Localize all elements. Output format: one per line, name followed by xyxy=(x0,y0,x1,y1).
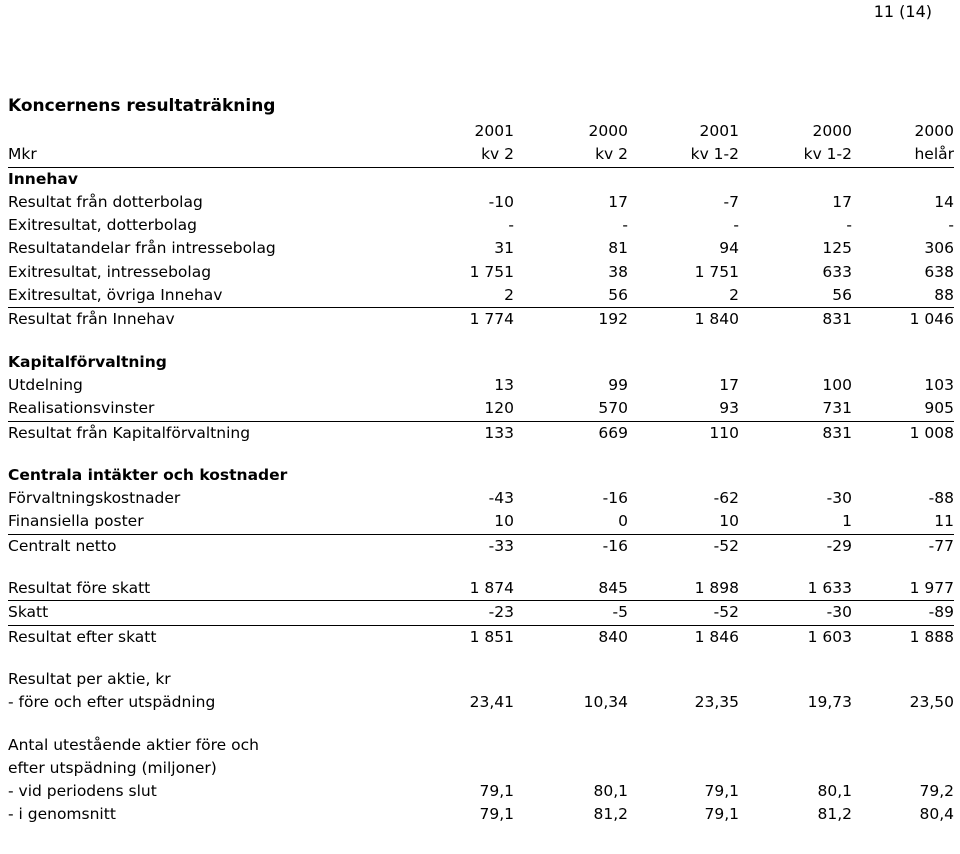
cell-value: 103 xyxy=(924,375,954,394)
cell-value: -52 xyxy=(713,603,739,622)
header-years-row xyxy=(8,120,954,143)
header-year: 2001 xyxy=(474,122,514,140)
cell-value: -16 xyxy=(602,536,628,555)
cell-value: 80,4 xyxy=(919,805,954,824)
cell-value: -16 xyxy=(602,489,628,508)
cell-value: 570 xyxy=(598,399,628,418)
antal-heading-1 xyxy=(8,734,954,757)
table-row xyxy=(8,214,954,237)
cell-value: 93 xyxy=(719,399,739,418)
row-label: Förvaltningskostnader xyxy=(8,489,181,508)
cell-value: 1 898 xyxy=(694,579,739,598)
cell-value: 23,50 xyxy=(909,693,954,712)
row-label: Centralt netto xyxy=(8,536,117,555)
cell-value: 88 xyxy=(934,286,954,305)
cell-value: 125 xyxy=(822,239,852,258)
row-label: - före och efter utspädning xyxy=(8,693,216,712)
innehav-rows xyxy=(8,191,954,308)
report-title: Koncernens resultaträkning xyxy=(8,96,276,116)
row-label: Finansiella poster xyxy=(8,512,144,531)
cell-value: 1 751 xyxy=(694,262,739,281)
cell-value: 1 774 xyxy=(469,310,514,329)
table-row xyxy=(8,780,954,803)
cell-value: -89 xyxy=(928,603,954,622)
header-period: kv 2 xyxy=(481,145,514,164)
section-heading: Resultat per aktie, kr xyxy=(8,669,171,688)
header-year: 2000 xyxy=(914,122,954,140)
cell-value: 81,2 xyxy=(817,805,852,824)
kapital-rows xyxy=(8,374,954,422)
cell-value: 133 xyxy=(484,423,514,442)
cell-value: 1 888 xyxy=(909,627,954,646)
row-label: Resultat från dotterbolag xyxy=(8,192,203,211)
cell-value: 13 xyxy=(494,375,514,394)
cell-value: 1 008 xyxy=(909,423,954,442)
row-label: Exitresultat, intressebolag xyxy=(8,262,212,281)
cell-value: - xyxy=(733,216,739,235)
cell-value: 840 xyxy=(598,627,628,646)
table-row xyxy=(8,237,954,260)
cell-value: 638 xyxy=(924,262,954,281)
section-heading: Centrala intäkter och kostnader xyxy=(8,465,288,484)
antal-heading-2 xyxy=(8,757,954,780)
cell-value: -52 xyxy=(713,536,739,555)
cell-value: 2 xyxy=(729,286,739,305)
cell-value: 10 xyxy=(719,512,739,531)
section-heading: Kapitalförvaltning xyxy=(8,352,167,371)
row-label: Exitresultat, övriga Innehav xyxy=(8,286,223,305)
cell-value: 10 xyxy=(494,512,514,531)
cell-value: 79,1 xyxy=(704,805,739,824)
row-label: Resultat från Kapitalförvaltning xyxy=(8,423,251,442)
row-label: Resultatandelar från intressebolag xyxy=(8,239,276,258)
cell-value: 79,1 xyxy=(479,805,514,824)
row-label: Exitresultat, dotterbolag xyxy=(8,216,197,235)
cell-value: 23,35 xyxy=(694,693,739,712)
table-row xyxy=(8,487,954,510)
cell-value: -88 xyxy=(928,489,954,508)
row-per-aktie xyxy=(8,691,954,714)
header-period: helår xyxy=(914,145,954,164)
section-heading-centrala xyxy=(8,464,954,487)
cell-value: 1 977 xyxy=(909,579,954,598)
per-aktie-heading xyxy=(8,668,954,691)
cell-value: 306 xyxy=(924,239,954,258)
cell-value: 14 xyxy=(934,192,954,211)
cell-value: 23,41 xyxy=(469,693,514,712)
page-number: 11 (14) xyxy=(873,2,932,21)
cell-value: 0 xyxy=(618,512,628,531)
centrala-rows xyxy=(8,487,954,535)
cell-value: 120 xyxy=(484,399,514,418)
cell-value: -43 xyxy=(488,489,514,508)
header-periods-row xyxy=(8,143,954,167)
cell-value: -77 xyxy=(928,536,954,555)
section-heading: Antal utestående aktier före och xyxy=(8,735,259,754)
cell-value: -29 xyxy=(826,536,852,555)
row-label: - i genomsnitt xyxy=(8,805,116,824)
row-label: Skatt xyxy=(8,603,49,622)
cell-value: 94 xyxy=(719,239,739,258)
cell-value: - xyxy=(508,216,514,235)
section-heading: Innehav xyxy=(8,169,78,188)
cell-value: 1 874 xyxy=(469,579,514,598)
cell-value: 1 046 xyxy=(909,310,954,329)
table-row xyxy=(8,191,954,214)
row-resultat-fore-skatt xyxy=(8,577,954,601)
row-label: - vid periodens slut xyxy=(8,782,157,801)
table-row xyxy=(8,803,954,826)
cell-value: 17 xyxy=(608,192,628,211)
cell-value: 845 xyxy=(598,579,628,598)
table-row xyxy=(8,261,954,284)
cell-value: 79,1 xyxy=(479,782,514,801)
total-row-centrala xyxy=(8,535,954,558)
cell-value: -23 xyxy=(488,603,514,622)
cell-value: 1 751 xyxy=(469,262,514,281)
cell-value: 2 xyxy=(504,286,514,305)
section-heading-kapital xyxy=(8,351,954,374)
cell-value: 80,1 xyxy=(817,782,852,801)
cell-value: 79,2 xyxy=(919,782,954,801)
cell-value: -5 xyxy=(612,603,628,622)
cell-value: 669 xyxy=(598,423,628,442)
cell-value: 1 xyxy=(842,512,852,531)
cell-value: 1 846 xyxy=(694,627,739,646)
cell-value: 56 xyxy=(832,286,852,305)
row-resultat-efter-skatt xyxy=(8,626,954,649)
header-year: 2000 xyxy=(588,122,628,140)
cell-value: -62 xyxy=(713,489,739,508)
cell-value: 100 xyxy=(822,375,852,394)
cell-value: 99 xyxy=(608,375,628,394)
cell-value: - xyxy=(622,216,628,235)
header-year: 2000 xyxy=(812,122,852,140)
cell-value: 81 xyxy=(608,239,628,258)
cell-value: -10 xyxy=(488,192,514,211)
header-period: kv 2 xyxy=(595,145,628,164)
section-heading-innehav xyxy=(8,168,954,191)
row-label: Resultat efter skatt xyxy=(8,627,157,646)
cell-value: 1 840 xyxy=(694,310,739,329)
cell-value: 633 xyxy=(822,262,852,281)
total-row-innehav xyxy=(8,308,954,331)
cell-value: 10,34 xyxy=(583,693,628,712)
cell-value: 19,73 xyxy=(807,693,852,712)
antal-rows xyxy=(8,780,954,827)
cell-value: 80,1 xyxy=(593,782,628,801)
row-label: Resultat före skatt xyxy=(8,579,151,598)
cell-value: -7 xyxy=(723,192,739,211)
header-period: kv 1-2 xyxy=(803,145,852,164)
cell-value: 56 xyxy=(608,286,628,305)
cell-value: 731 xyxy=(822,399,852,418)
cell-value: 38 xyxy=(608,262,628,281)
header-year: 2001 xyxy=(699,122,739,140)
cell-value: 31 xyxy=(494,239,514,258)
cell-value: -30 xyxy=(826,603,852,622)
cell-value: 17 xyxy=(719,375,739,394)
table-row xyxy=(8,284,954,308)
cell-value: 110 xyxy=(709,423,739,442)
cell-value: -33 xyxy=(488,536,514,555)
cell-value: 1 633 xyxy=(807,579,852,598)
total-row-kapital xyxy=(8,422,954,445)
income-statement-table xyxy=(8,120,954,827)
table-row xyxy=(8,374,954,397)
cell-value: 79,1 xyxy=(704,782,739,801)
row-label: Utdelning xyxy=(8,375,83,394)
cell-value: 192 xyxy=(598,310,628,329)
cell-value: - xyxy=(948,216,954,235)
cell-value: 17 xyxy=(832,192,852,211)
row-label: Resultat från Innehav xyxy=(8,310,175,329)
section-heading: efter utspädning (miljoner) xyxy=(8,758,217,777)
cell-value: - xyxy=(846,216,852,235)
cell-value: 1 603 xyxy=(807,627,852,646)
cell-value: 831 xyxy=(822,310,852,329)
cell-value: 81,2 xyxy=(593,805,628,824)
table-row xyxy=(8,397,954,421)
cell-value: 1 851 xyxy=(469,627,514,646)
cell-value: 11 xyxy=(934,512,954,531)
row-skatt xyxy=(8,601,954,625)
table-row xyxy=(8,510,954,534)
row-label: Realisationsvinster xyxy=(8,399,155,418)
header-period: kv 1-2 xyxy=(690,145,739,164)
unit-label: Mkr xyxy=(8,145,37,164)
cell-value: 831 xyxy=(822,423,852,442)
cell-value: -30 xyxy=(826,489,852,508)
cell-value: 905 xyxy=(924,399,954,418)
